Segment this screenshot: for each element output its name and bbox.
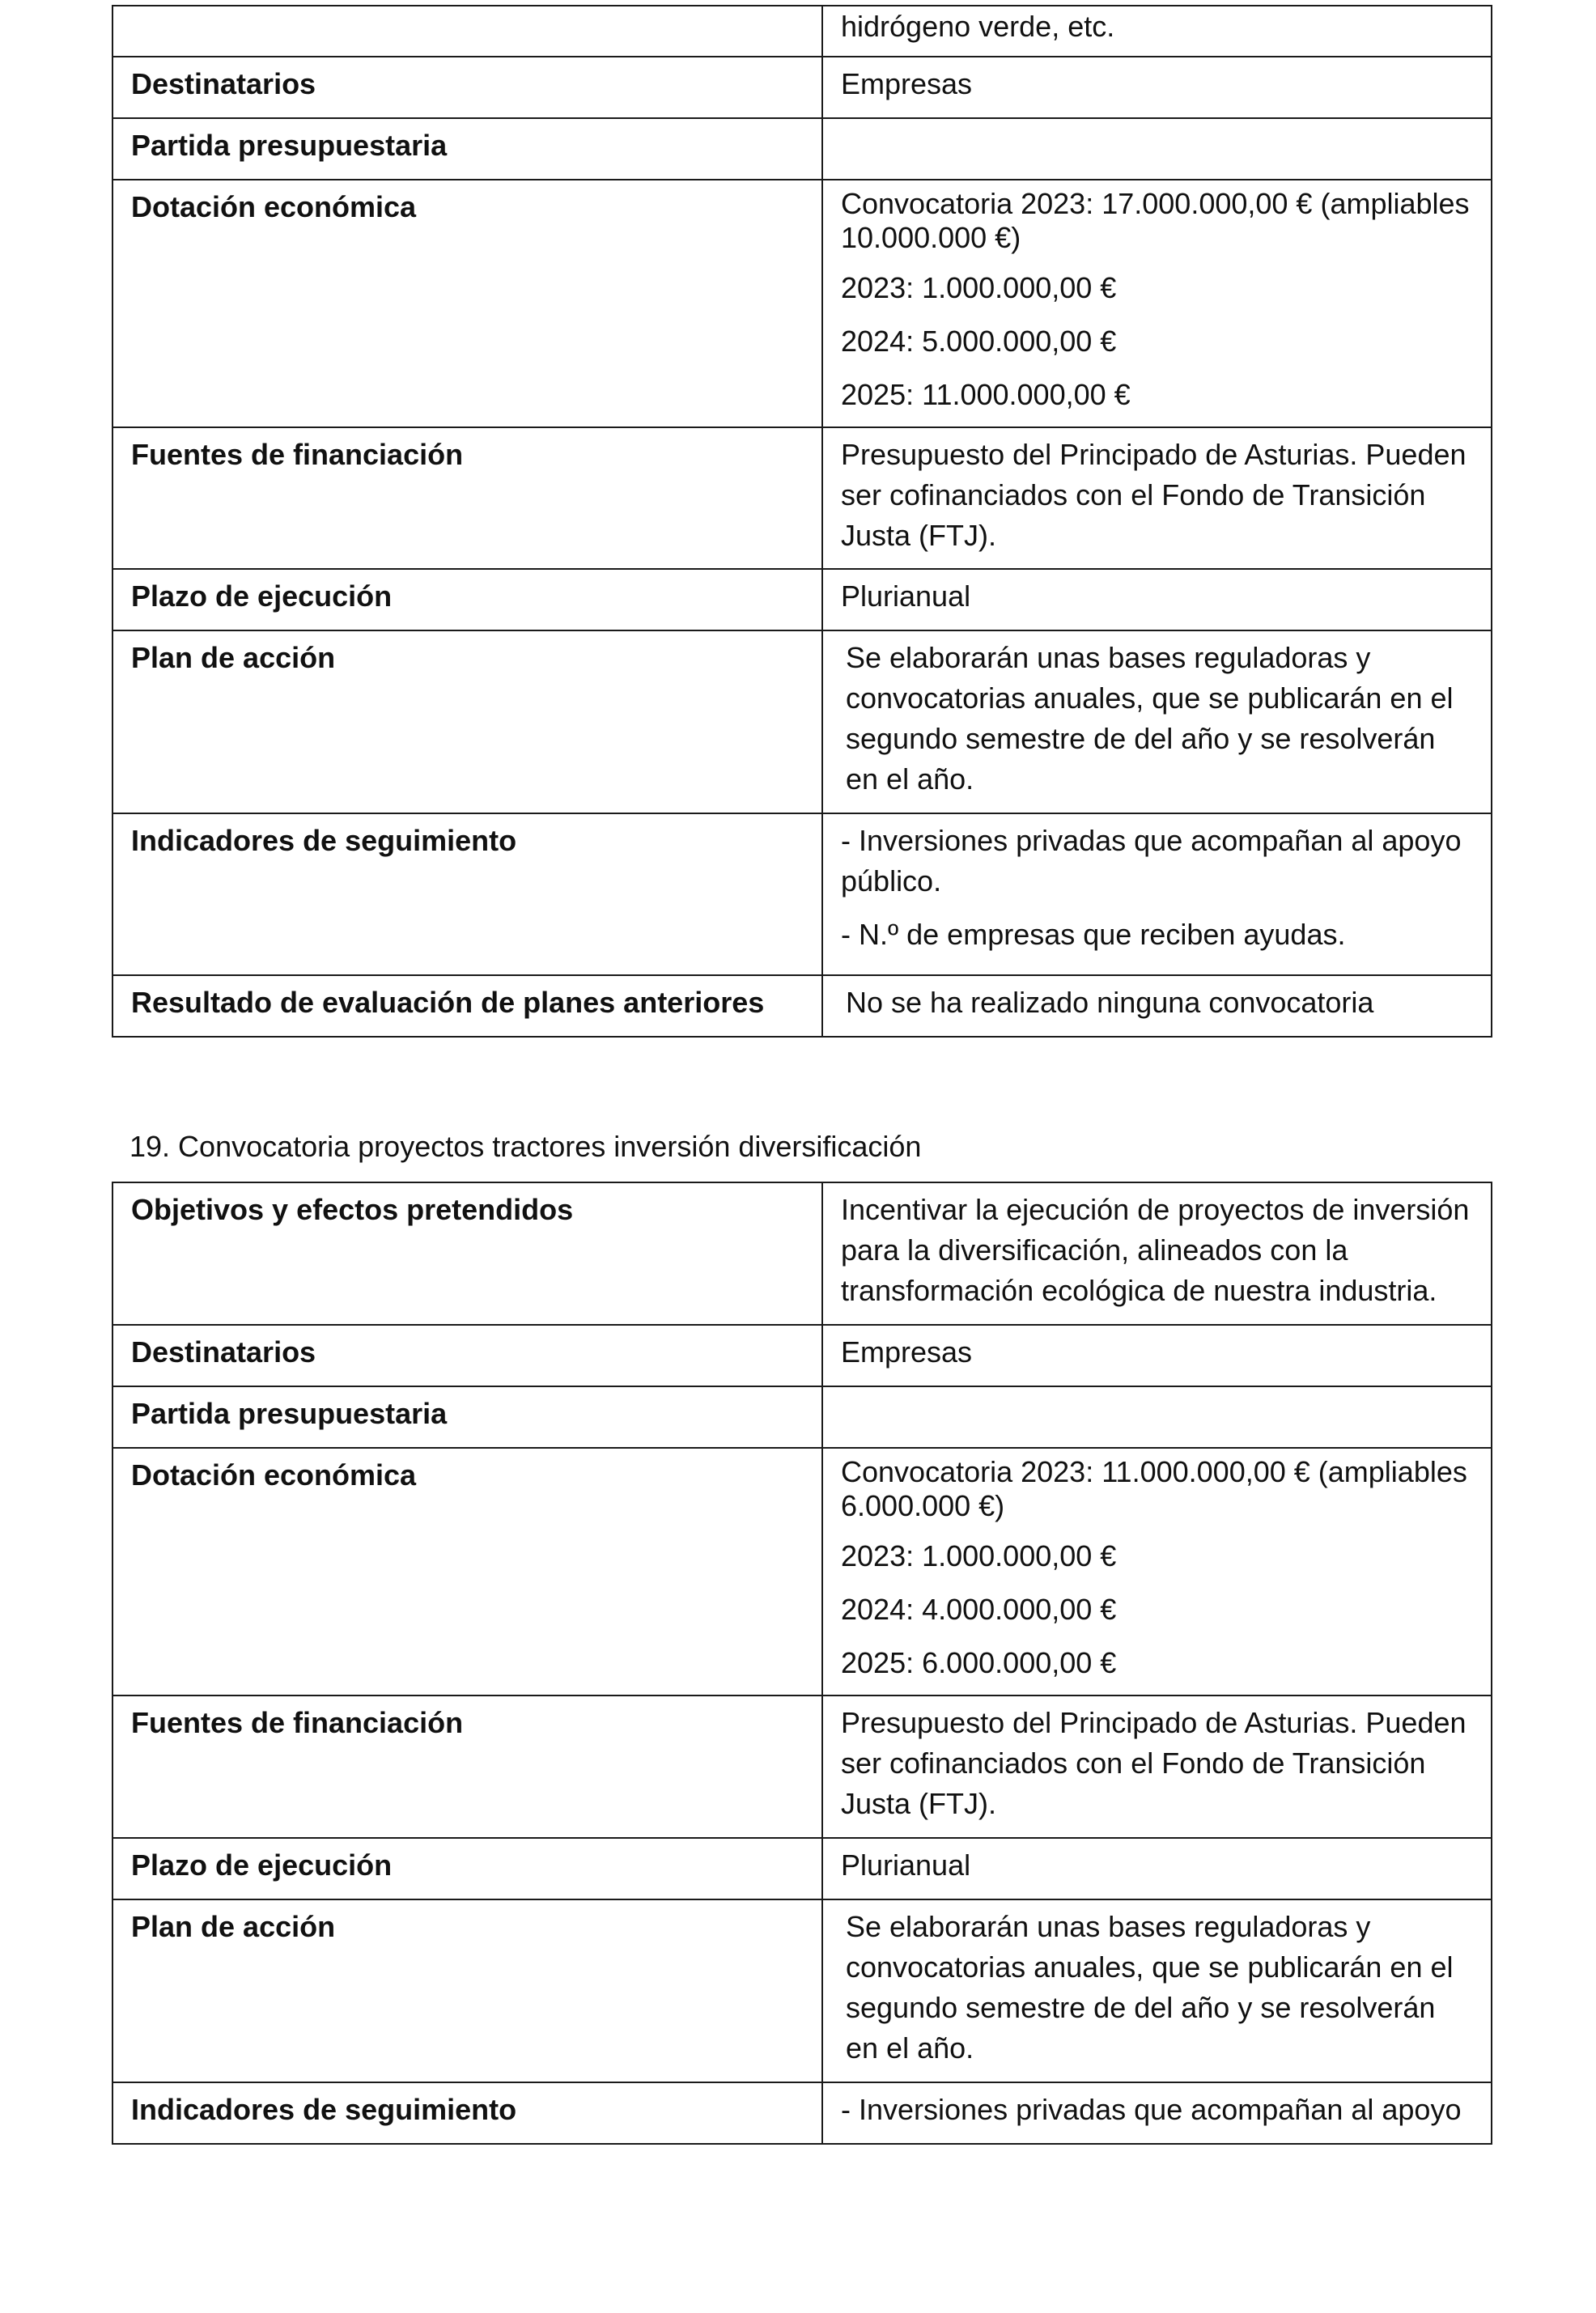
row-label: Dotación económica (112, 180, 822, 427)
row-value (822, 569, 1492, 630)
value-text: No se ha realizado ninguna convocatoria (846, 986, 1374, 1019)
row-value (822, 630, 1492, 813)
value-text: Convocatoria 2023: 17.000.000,00 € (ampliables 10.000.000 €) (841, 187, 1470, 254)
row-label (112, 6, 822, 57)
row-value (822, 813, 1492, 975)
value-text: Convocatoria 2023: 11.000.000,00 € (ampliables 6.000.000 €) (841, 1455, 1467, 1522)
value-text: - Inversiones privadas que acompañan al apoyo público. (841, 824, 1462, 898)
row-value (822, 1386, 1492, 1448)
value-text: Se elaborarán unas bases reguladoras y convocatorias anuales, que se publicarán en el segundo semestre de del año y se resolverán en el año. (846, 1910, 1454, 2065)
table-row (112, 1838, 1492, 1899)
row-label: Indicadores de seguimiento (112, 813, 822, 975)
table-row (112, 1386, 1492, 1448)
table-row (112, 427, 1492, 569)
value-text: 2025: 6.000.000,00 € (841, 1646, 1117, 1679)
row-label: Dotación económica (112, 1448, 822, 1695)
section-heading: 19. Convocatoria proyectos tractores inversión diversificación (129, 1130, 922, 1163)
table-row (112, 1325, 1492, 1386)
value-text: Presupuesto del Principado de Asturias. Pueden ser cofinanciados con el Fondo de Transición Justa (FTJ). (841, 1706, 1467, 1820)
row-label: Indicadores de seguimiento (112, 2082, 822, 2144)
row-label: Plan de acción (112, 1899, 822, 2082)
row-value (822, 118, 1492, 180)
row-label: Plan de acción (112, 630, 822, 813)
value-text: - N.º de empresas que reciben ayudas. (841, 918, 1346, 951)
row-label: Objetivos y efectos pretendidos (112, 1182, 822, 1325)
table-row (112, 1695, 1492, 1838)
row-value (822, 1695, 1492, 1838)
table-row (112, 1899, 1492, 2082)
measure-table-19 (112, 1182, 1492, 2145)
value-text: 2023: 1.000.000,00 € (841, 1539, 1117, 1572)
table-row (112, 1182, 1492, 1325)
value-text: 2024: 4.000.000,00 € (841, 1593, 1117, 1626)
row-label: Fuentes de financiación (112, 1695, 822, 1838)
row-value (822, 975, 1492, 1037)
table-row (112, 813, 1492, 975)
row-value (822, 57, 1492, 118)
row-label: Destinatarios (112, 57, 822, 118)
table-row (112, 57, 1492, 118)
measure-table-continued (112, 5, 1492, 1038)
row-label: Plazo de ejecución (112, 1838, 822, 1899)
row-label: Partida presupuestaria (112, 118, 822, 180)
value-text: hidrógeno verde, etc. (841, 10, 1115, 43)
row-value (822, 1448, 1492, 1695)
row-value (822, 1838, 1492, 1899)
value-text: - Inversiones privadas que acompañan al apoyo (841, 2093, 1462, 2126)
value-text: Incentivar la ejecución de proyectos de inversión para la diversificación, alineados con la transformación ecológica de nuestra industria. (841, 1193, 1470, 1307)
value-text: 2024: 5.000.000,00 € (841, 325, 1117, 358)
value-text: Plurianual (841, 1848, 971, 1882)
row-value (822, 180, 1492, 427)
row-label: Resultado de evaluación de planes anteriores (112, 975, 822, 1037)
table-row (112, 630, 1492, 813)
table-row (112, 118, 1492, 180)
row-value (822, 6, 1492, 57)
row-value (822, 1899, 1492, 2082)
row-value (822, 2082, 1492, 2144)
table-row (112, 1448, 1492, 1695)
table-row (112, 6, 1492, 57)
row-value (822, 427, 1492, 569)
value-text: Presupuesto del Principado de Asturias. Pueden ser cofinanciados con el Fondo de Transición Justa (FTJ). (841, 438, 1467, 552)
value-text: Plurianual (841, 579, 971, 613)
row-label: Plazo de ejecución (112, 569, 822, 630)
row-label: Partida presupuestaria (112, 1386, 822, 1448)
row-value (822, 1325, 1492, 1386)
table-row (112, 975, 1492, 1037)
row-value (822, 1182, 1492, 1325)
table-row (112, 2082, 1492, 2144)
value-text: Se elaborarán unas bases reguladoras y convocatorias anuales, que se publicarán en el segundo semestre de del año y se resolverán en el año. (846, 641, 1454, 796)
row-label: Fuentes de financiación (112, 427, 822, 569)
table-row (112, 569, 1492, 630)
value-text: Empresas (841, 1335, 973, 1369)
value-text: 2025: 11.000.000,00 € (841, 378, 1131, 411)
value-text: Empresas (841, 67, 973, 100)
value-text: 2023: 1.000.000,00 € (841, 271, 1117, 304)
table-row (112, 180, 1492, 427)
row-label: Destinatarios (112, 1325, 822, 1386)
